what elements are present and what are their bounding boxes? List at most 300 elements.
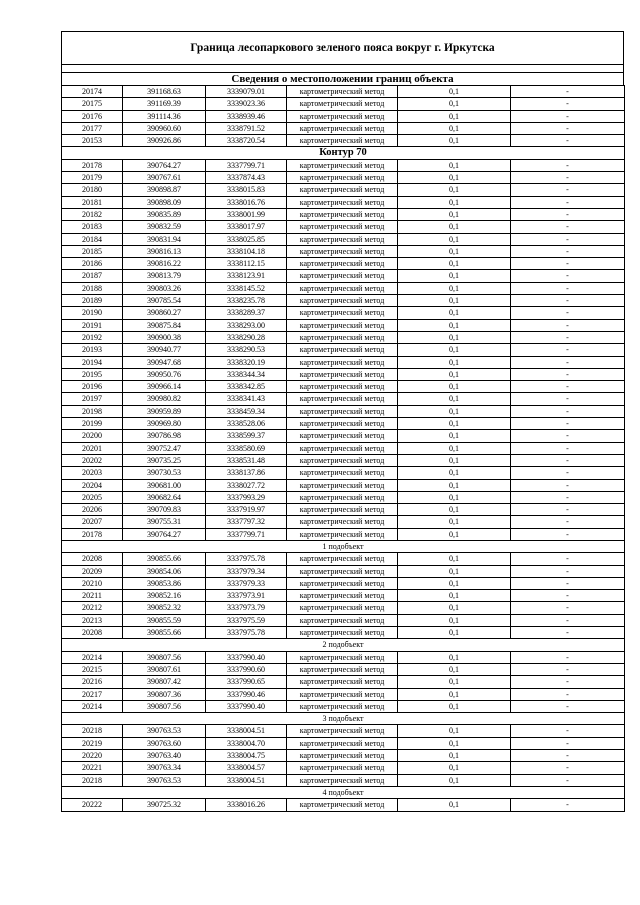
method-cell: картометрический метод xyxy=(287,750,398,762)
note-cell: - xyxy=(511,381,625,393)
point-number-cell: 20187 xyxy=(62,270,123,282)
method-cell: картометрический метод xyxy=(287,196,398,208)
table-row xyxy=(62,418,625,430)
coord-y-cell: 3338112.15 xyxy=(206,258,287,270)
point-number-cell: 20178 xyxy=(62,528,123,540)
point-number-cell: 20198 xyxy=(62,405,123,417)
table-row xyxy=(62,122,625,134)
point-number-cell: 20192 xyxy=(62,331,123,343)
coord-y-cell: 3338290.53 xyxy=(206,344,287,356)
method-cell: картометрический метод xyxy=(287,479,398,491)
note-cell: - xyxy=(511,774,625,786)
note-cell: - xyxy=(511,762,625,774)
coord-y-cell: 3338025.85 xyxy=(206,233,287,245)
coord-x-cell: 390900.38 xyxy=(123,331,206,343)
coord-y-cell: 3338720.54 xyxy=(206,135,287,147)
coord-x-cell: 390735.25 xyxy=(123,454,206,466)
table-row xyxy=(62,270,625,282)
coord-y-cell: 3337979.34 xyxy=(206,565,287,577)
note-cell: - xyxy=(511,393,625,405)
method-cell: картометрический метод xyxy=(287,319,398,331)
subobject-title: 3 подобъект xyxy=(62,713,625,725)
method-cell: картометрический метод xyxy=(287,98,398,110)
point-number-cell: 20191 xyxy=(62,319,123,331)
method-cell: картометрический метод xyxy=(287,159,398,171)
note-cell: - xyxy=(511,245,625,257)
coord-x-cell: 390898.87 xyxy=(123,184,206,196)
method-cell: картометрический метод xyxy=(287,135,398,147)
note-cell: - xyxy=(511,344,625,356)
coord-y-cell: 3338015.83 xyxy=(206,184,287,196)
table-row xyxy=(62,676,625,688)
point-number-cell: 20153 xyxy=(62,135,123,147)
note-cell: - xyxy=(511,172,625,184)
coord-y-cell: 3337799.71 xyxy=(206,528,287,540)
coord-x-cell: 390898.09 xyxy=(123,196,206,208)
coord-x-cell: 390725.32 xyxy=(123,799,206,811)
subobject-title: 1 подобъект xyxy=(62,540,625,552)
table-row xyxy=(62,258,625,270)
note-cell: - xyxy=(511,700,625,712)
table-row xyxy=(62,627,625,639)
accuracy-cell: 0,1 xyxy=(398,651,511,663)
accuracy-cell: 0,1 xyxy=(398,245,511,257)
coord-x-cell: 390785.54 xyxy=(123,295,206,307)
note-cell: - xyxy=(511,590,625,602)
point-number-cell: 20219 xyxy=(62,737,123,749)
note-cell: - xyxy=(511,295,625,307)
point-number-cell: 20214 xyxy=(62,651,123,663)
table-row xyxy=(62,700,625,712)
point-number-cell: 20218 xyxy=(62,774,123,786)
point-number-cell: 20181 xyxy=(62,196,123,208)
coord-x-cell: 390855.66 xyxy=(123,553,206,565)
note-cell: - xyxy=(511,528,625,540)
table-row xyxy=(62,799,625,811)
point-number-cell: 20183 xyxy=(62,221,123,233)
accuracy-cell: 0,1 xyxy=(398,467,511,479)
note-cell: - xyxy=(511,663,625,675)
coord-y-cell: 3338001.99 xyxy=(206,208,287,220)
note-cell: - xyxy=(511,602,625,614)
table-row xyxy=(62,282,625,294)
coord-y-cell: 3338004.51 xyxy=(206,774,287,786)
method-cell: картометрический метод xyxy=(287,430,398,442)
coord-y-cell: 3338341.43 xyxy=(206,393,287,405)
accuracy-cell: 0,1 xyxy=(398,135,511,147)
note-cell: - xyxy=(511,110,625,122)
method-cell: картометрический метод xyxy=(287,627,398,639)
title-spacer-row xyxy=(61,64,624,72)
coord-x-cell: 391169.39 xyxy=(123,98,206,110)
method-cell: картометрический метод xyxy=(287,208,398,220)
point-number-cell: 20207 xyxy=(62,516,123,528)
coord-x-cell: 390852.32 xyxy=(123,602,206,614)
table-row xyxy=(62,577,625,589)
point-number-cell: 20216 xyxy=(62,676,123,688)
coord-y-cell: 3337799.71 xyxy=(206,159,287,171)
coord-x-cell: 390681.00 xyxy=(123,479,206,491)
point-number-cell: 20211 xyxy=(62,590,123,602)
table-row xyxy=(62,504,625,516)
coord-y-cell: 3337990.40 xyxy=(206,651,287,663)
coord-x-cell: 390786.98 xyxy=(123,430,206,442)
method-cell: картометрический метод xyxy=(287,491,398,503)
coord-x-cell: 390763.53 xyxy=(123,774,206,786)
table-row xyxy=(62,159,625,171)
coord-x-cell: 390860.27 xyxy=(123,307,206,319)
note-cell: - xyxy=(511,184,625,196)
accuracy-cell: 0,1 xyxy=(398,676,511,688)
note-cell: - xyxy=(511,491,625,503)
method-cell: картометрический метод xyxy=(287,774,398,786)
note-cell: - xyxy=(511,307,625,319)
accuracy-cell: 0,1 xyxy=(398,270,511,282)
accuracy-cell: 0,1 xyxy=(398,627,511,639)
note-cell: - xyxy=(511,98,625,110)
coord-y-cell: 3338004.70 xyxy=(206,737,287,749)
coord-x-cell: 390947.68 xyxy=(123,356,206,368)
accuracy-cell: 0,1 xyxy=(398,614,511,626)
note-cell: - xyxy=(511,86,625,98)
table-row xyxy=(62,663,625,675)
point-number-cell: 20184 xyxy=(62,233,123,245)
point-number-cell: 20199 xyxy=(62,418,123,430)
accuracy-cell: 0,1 xyxy=(398,258,511,270)
method-cell: картометрический метод xyxy=(287,467,398,479)
table-row xyxy=(62,737,625,749)
table-row xyxy=(62,725,625,737)
point-number-cell: 20202 xyxy=(62,454,123,466)
accuracy-cell: 0,1 xyxy=(398,98,511,110)
coordinates-table xyxy=(61,85,625,812)
point-number-cell: 20222 xyxy=(62,799,123,811)
method-cell: картометрический метод xyxy=(287,602,398,614)
coord-x-cell: 390832.59 xyxy=(123,221,206,233)
coord-x-cell: 390855.59 xyxy=(123,614,206,626)
coord-x-cell: 390709.83 xyxy=(123,504,206,516)
point-number-cell: 20214 xyxy=(62,700,123,712)
accuracy-cell: 0,1 xyxy=(398,590,511,602)
note-cell: - xyxy=(511,196,625,208)
accuracy-cell: 0,1 xyxy=(398,528,511,540)
subobject-title: 4 подобъект xyxy=(62,786,625,798)
method-cell: картометрический метод xyxy=(287,122,398,134)
note-cell: - xyxy=(511,258,625,270)
accuracy-cell: 0,1 xyxy=(398,688,511,700)
method-cell: картометрический метод xyxy=(287,418,398,430)
point-number-cell: 20210 xyxy=(62,577,123,589)
table-row xyxy=(62,750,625,762)
coord-y-cell: 3338531.48 xyxy=(206,454,287,466)
point-number-cell: 20189 xyxy=(62,295,123,307)
table-row xyxy=(62,184,625,196)
accuracy-cell: 0,1 xyxy=(398,208,511,220)
accuracy-cell: 0,1 xyxy=(398,479,511,491)
coord-y-cell: 3337975.78 xyxy=(206,553,287,565)
accuracy-cell: 0,1 xyxy=(398,307,511,319)
table-row xyxy=(62,442,625,454)
note-cell: - xyxy=(511,282,625,294)
coord-x-cell: 390763.40 xyxy=(123,750,206,762)
method-cell: картометрический метод xyxy=(287,565,398,577)
method-cell: картометрический метод xyxy=(287,700,398,712)
accuracy-cell: 0,1 xyxy=(398,172,511,184)
table-row xyxy=(62,762,625,774)
note-cell: - xyxy=(511,750,625,762)
note-cell: - xyxy=(511,405,625,417)
accuracy-cell: 0,1 xyxy=(398,86,511,98)
method-cell: картометрический метод xyxy=(287,295,398,307)
coord-y-cell: 3339023.36 xyxy=(206,98,287,110)
accuracy-cell: 0,1 xyxy=(398,430,511,442)
point-number-cell: 20175 xyxy=(62,98,123,110)
coord-y-cell: 3337797.32 xyxy=(206,516,287,528)
method-cell: картометрический метод xyxy=(287,676,398,688)
accuracy-cell: 0,1 xyxy=(398,418,511,430)
table-row xyxy=(62,491,625,503)
note-cell: - xyxy=(511,356,625,368)
coord-x-cell: 390763.53 xyxy=(123,725,206,737)
accuracy-cell: 0,1 xyxy=(398,368,511,380)
note-cell: - xyxy=(511,208,625,220)
accuracy-cell: 0,1 xyxy=(398,442,511,454)
note-cell: - xyxy=(511,233,625,245)
accuracy-cell: 0,1 xyxy=(398,344,511,356)
coord-y-cell: 3338320.19 xyxy=(206,356,287,368)
coord-y-cell: 3338599.37 xyxy=(206,430,287,442)
point-number-cell: 20204 xyxy=(62,479,123,491)
coord-y-cell: 3338004.75 xyxy=(206,750,287,762)
note-cell: - xyxy=(511,331,625,343)
note-cell: - xyxy=(511,442,625,454)
method-cell: картометрический метод xyxy=(287,221,398,233)
contour-title: Контур 70 xyxy=(62,147,625,159)
coord-x-cell: 390767.61 xyxy=(123,172,206,184)
table-row xyxy=(62,221,625,233)
coord-x-cell: 390855.66 xyxy=(123,627,206,639)
method-cell: картометрический метод xyxy=(287,725,398,737)
point-number-cell: 20203 xyxy=(62,467,123,479)
table-row xyxy=(62,331,625,343)
coord-y-cell: 3338290.28 xyxy=(206,331,287,343)
coord-y-cell: 3339079.01 xyxy=(206,86,287,98)
point-number-cell: 20193 xyxy=(62,344,123,356)
table-row xyxy=(62,688,625,700)
note-cell: - xyxy=(511,135,625,147)
method-cell: картометрический метод xyxy=(287,442,398,454)
method-cell: картометрический метод xyxy=(287,86,398,98)
point-number-cell: 20208 xyxy=(62,553,123,565)
coord-x-cell: 390853.86 xyxy=(123,577,206,589)
accuracy-cell: 0,1 xyxy=(398,221,511,233)
accuracy-cell: 0,1 xyxy=(398,602,511,614)
coord-y-cell: 3338004.57 xyxy=(206,762,287,774)
coord-y-cell: 3338145.52 xyxy=(206,282,287,294)
method-cell: картометрический метод xyxy=(287,233,398,245)
coord-y-cell: 3337990.40 xyxy=(206,700,287,712)
accuracy-cell: 0,1 xyxy=(398,725,511,737)
accuracy-cell: 0,1 xyxy=(398,110,511,122)
method-cell: картометрический метод xyxy=(287,762,398,774)
note-cell: - xyxy=(511,676,625,688)
method-cell: картометрический метод xyxy=(287,590,398,602)
table-row xyxy=(62,516,625,528)
table-row xyxy=(62,172,625,184)
coord-y-cell: 3337990.46 xyxy=(206,688,287,700)
accuracy-cell: 0,1 xyxy=(398,577,511,589)
coord-x-cell: 390807.56 xyxy=(123,651,206,663)
accuracy-cell: 0,1 xyxy=(398,663,511,675)
table-row xyxy=(62,86,625,98)
point-number-cell: 20206 xyxy=(62,504,123,516)
point-number-cell: 20205 xyxy=(62,491,123,503)
point-number-cell: 20201 xyxy=(62,442,123,454)
table-row xyxy=(62,774,625,786)
coord-x-cell: 390807.61 xyxy=(123,663,206,675)
subobject-header-row xyxy=(62,639,625,651)
point-number-cell: 20190 xyxy=(62,307,123,319)
coord-x-cell: 390816.13 xyxy=(123,245,206,257)
accuracy-cell: 0,1 xyxy=(398,282,511,294)
accuracy-cell: 0,1 xyxy=(398,393,511,405)
coord-x-cell: 390950.76 xyxy=(123,368,206,380)
table-row xyxy=(62,430,625,442)
table-row xyxy=(62,553,625,565)
subobject-header-row xyxy=(62,786,625,798)
point-number-cell: 20220 xyxy=(62,750,123,762)
coordinates-table-body xyxy=(62,86,625,812)
note-cell: - xyxy=(511,577,625,589)
point-number-cell: 20212 xyxy=(62,602,123,614)
accuracy-cell: 0,1 xyxy=(398,233,511,245)
table-row xyxy=(62,208,625,220)
point-number-cell: 20215 xyxy=(62,663,123,675)
table-row xyxy=(62,565,625,577)
coord-y-cell: 3338016.26 xyxy=(206,799,287,811)
coord-x-cell: 390803.26 xyxy=(123,282,206,294)
table-row xyxy=(62,368,625,380)
accuracy-cell: 0,1 xyxy=(398,491,511,503)
table-row xyxy=(62,651,625,663)
coord-x-cell: 390960.60 xyxy=(123,122,206,134)
accuracy-cell: 0,1 xyxy=(398,196,511,208)
coord-x-cell: 390854.06 xyxy=(123,565,206,577)
note-cell: - xyxy=(511,221,625,233)
note-cell: - xyxy=(511,430,625,442)
note-cell: - xyxy=(511,688,625,700)
method-cell: картометрический метод xyxy=(287,393,398,405)
coord-x-cell: 390813.79 xyxy=(123,270,206,282)
coord-y-cell: 3337973.91 xyxy=(206,590,287,602)
coord-y-cell: 3337973.79 xyxy=(206,602,287,614)
table-row xyxy=(62,356,625,368)
method-cell: картометрический метод xyxy=(287,245,398,257)
coord-x-cell: 390980.82 xyxy=(123,393,206,405)
note-cell: - xyxy=(511,467,625,479)
coord-y-cell: 3338123.91 xyxy=(206,270,287,282)
table-row xyxy=(62,528,625,540)
point-number-cell: 20185 xyxy=(62,245,123,257)
note-cell: - xyxy=(511,725,625,737)
section-title: Сведения о местоположении границ объекта xyxy=(61,72,624,85)
note-cell: - xyxy=(511,319,625,331)
coord-y-cell: 3338137.86 xyxy=(206,467,287,479)
method-cell: картометрический метод xyxy=(287,368,398,380)
coord-y-cell: 3338342.85 xyxy=(206,381,287,393)
note-cell: - xyxy=(511,159,625,171)
method-cell: картометрический метод xyxy=(287,688,398,700)
accuracy-cell: 0,1 xyxy=(398,553,511,565)
note-cell: - xyxy=(511,799,625,811)
coord-x-cell: 390807.56 xyxy=(123,700,206,712)
point-number-cell: 20186 xyxy=(62,258,123,270)
coord-x-cell: 390926.86 xyxy=(123,135,206,147)
method-cell: картометрический метод xyxy=(287,799,398,811)
point-number-cell: 20188 xyxy=(62,282,123,294)
accuracy-cell: 0,1 xyxy=(398,331,511,343)
coord-y-cell: 3337975.78 xyxy=(206,627,287,639)
coord-y-cell: 3337874.43 xyxy=(206,172,287,184)
accuracy-cell: 0,1 xyxy=(398,799,511,811)
coord-x-cell: 390966.14 xyxy=(123,381,206,393)
note-cell: - xyxy=(511,122,625,134)
method-cell: картометрический метод xyxy=(287,663,398,675)
coord-y-cell: 3337919.97 xyxy=(206,504,287,516)
method-cell: картометрический метод xyxy=(287,528,398,540)
note-cell: - xyxy=(511,614,625,626)
point-number-cell: 20196 xyxy=(62,381,123,393)
accuracy-cell: 0,1 xyxy=(398,454,511,466)
accuracy-cell: 0,1 xyxy=(398,381,511,393)
coord-x-cell: 390807.42 xyxy=(123,676,206,688)
coord-x-cell: 390807.36 xyxy=(123,688,206,700)
note-cell: - xyxy=(511,454,625,466)
method-cell: картометрический метод xyxy=(287,307,398,319)
accuracy-cell: 0,1 xyxy=(398,774,511,786)
coord-y-cell: 3338289.37 xyxy=(206,307,287,319)
coord-x-cell: 390682.64 xyxy=(123,491,206,503)
point-number-cell: 20179 xyxy=(62,172,123,184)
table-row xyxy=(62,196,625,208)
table-row xyxy=(62,344,625,356)
table-row xyxy=(62,98,625,110)
subobject-header-row xyxy=(62,540,625,552)
coord-y-cell: 3338293.00 xyxy=(206,319,287,331)
subobject-header-row xyxy=(62,713,625,725)
table-row xyxy=(62,233,625,245)
point-number-cell: 20177 xyxy=(62,122,123,134)
accuracy-cell: 0,1 xyxy=(398,516,511,528)
coord-x-cell: 390764.27 xyxy=(123,159,206,171)
method-cell: картометрический метод xyxy=(287,651,398,663)
note-cell: - xyxy=(511,270,625,282)
coord-y-cell: 3338939.46 xyxy=(206,110,287,122)
point-number-cell: 20194 xyxy=(62,356,123,368)
coord-y-cell: 3337975.59 xyxy=(206,614,287,626)
method-cell: картометрический метод xyxy=(287,516,398,528)
method-cell: картометрический метод xyxy=(287,344,398,356)
note-cell: - xyxy=(511,737,625,749)
coord-x-cell: 390755.31 xyxy=(123,516,206,528)
coord-y-cell: 3338235.78 xyxy=(206,295,287,307)
coord-x-cell: 390969.80 xyxy=(123,418,206,430)
accuracy-cell: 0,1 xyxy=(398,405,511,417)
method-cell: картометрический метод xyxy=(287,454,398,466)
method-cell: картометрический метод xyxy=(287,553,398,565)
note-cell: - xyxy=(511,516,625,528)
coord-y-cell: 3338580.69 xyxy=(206,442,287,454)
